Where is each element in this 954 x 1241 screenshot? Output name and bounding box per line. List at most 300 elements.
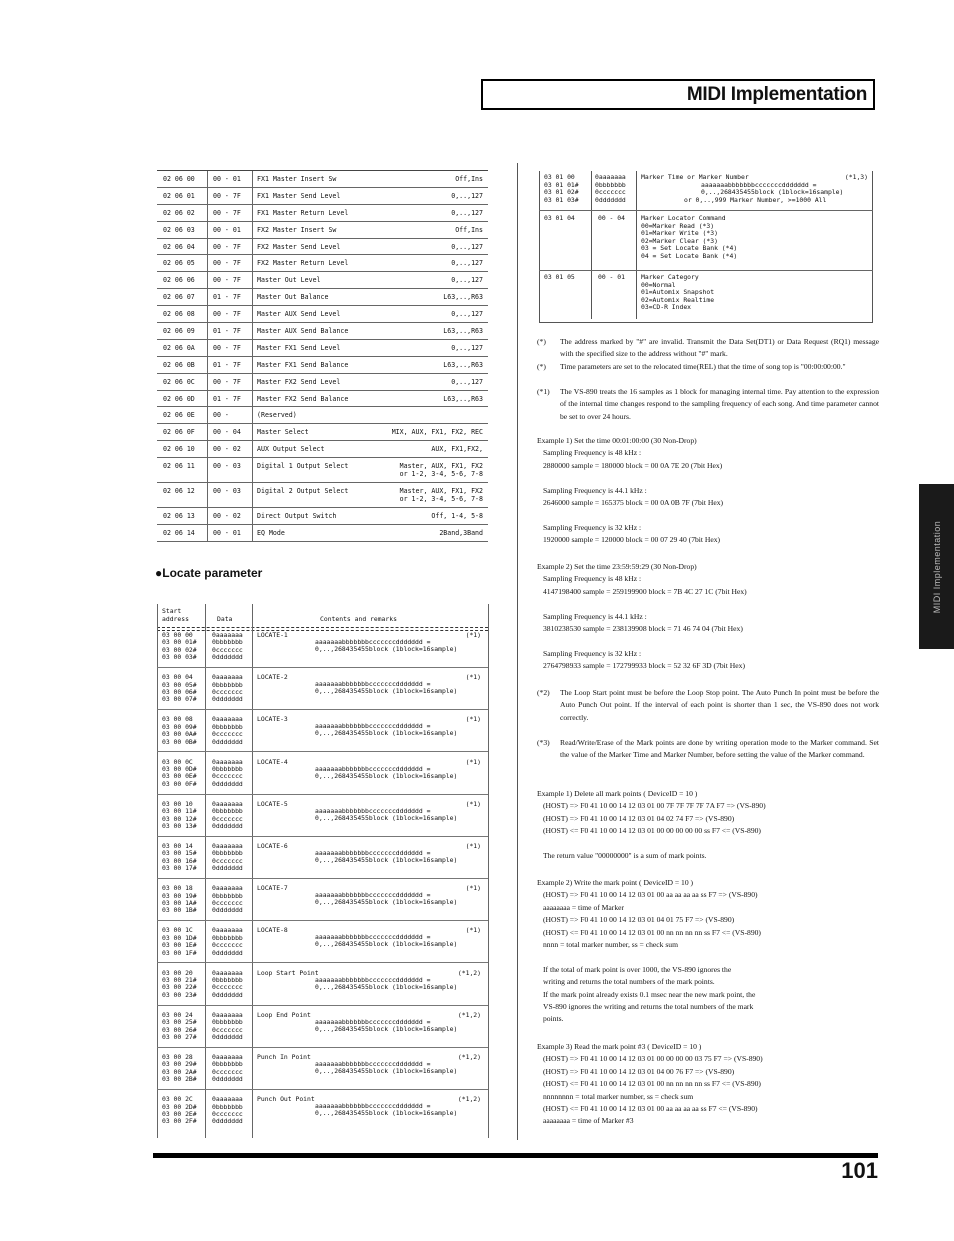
example-line: VS-890 ignores the writing and returns the total numbers of the mark [543,1002,754,1012]
column-divider [207,323,208,339]
row-description: FX1 Master Send Level [257,191,341,200]
example-line: (HOST) => F0 41 10 00 14 12 03 01 04 01 75 F7 => (VS-890) [543,915,735,925]
marker-range: 00 - 04 [598,214,625,222]
row-note: (*1) [465,715,481,724]
row-address: 03 00 04 03 00 05# 03 00 06# 03 00 07# [162,673,197,704]
row-address: 03 00 24 03 00 25# 03 00 26# 03 00 27# [162,1010,197,1042]
row-address: 02 06 10 [163,445,195,454]
row-formula: aaaaaaabbbbbbbcccccccddddddd = [315,1102,431,1111]
footer-rule [153,1153,878,1158]
marker-range: 00 - 01 [598,273,625,281]
footnote-mark: (*1) [537,387,550,396]
example-line: 2764798933 sample = 172799933 block = 52 32 6F 3D (7bit Hex) [543,661,745,671]
row-divider [157,1089,488,1090]
row-data: 0aaaaaaa 0bbbbbbb 0ccccccc 0ddddddd [212,799,243,831]
row-description: Master FX1 Send Level [257,343,341,352]
row-note: (*1) [465,799,481,808]
example-delete [537,788,879,862]
example-line: The return value "00000000" is a sum of mark points. [543,851,707,861]
example-line [543,472,879,484]
row-description: Digital 2 Output Select [257,487,349,496]
row-range: 0,..,268435455block (1block=16sample) [315,687,458,696]
row-note: (*1) [465,926,481,935]
row-data: 0aaaaaaa 0bbbbbbb 0ccccccc 0ddddddd [212,631,243,662]
row-name: Punch In Point [257,1053,311,1061]
row-range: 0,..,268435455block (1block=16sample) [315,645,458,653]
example-read [537,1041,879,1128]
table-row [157,323,488,340]
table-row [157,458,488,483]
example-line: 1920000 sample = 120000 block = 00 07 29 40 (7bit Hex) [543,535,721,545]
row-name: LOCATE-8 [257,926,288,935]
row-address: 03 00 1C 03 00 1D# 03 00 1E# 03 00 1F# [162,926,197,957]
row-description: Digital 1 Output Select [257,462,349,471]
table-row [157,483,488,508]
marker-category-text: Marker Category 00=Normal 01=Automix Snapshot 02=Automix Realtime 03=CD-R Index [641,273,715,312]
example-line: (HOST) => F0 41 10 00 14 12 03 01 00 aa aa aa aa ss F7 => (VS-890) [543,890,758,900]
row-divider [539,270,873,271]
column-divider [252,239,253,255]
column-divider [207,188,208,204]
row-range: 0,..,268435455block (1block=16sample) [315,1067,458,1075]
row-name: Punch Out Point [257,1095,315,1104]
locate-table-header [157,604,488,626]
row-name: LOCATE-4 [257,757,288,766]
row-note: (*1) [465,631,481,639]
row-range: 00 - 7F [213,208,241,217]
row-range: 0,..,268435455block (1block=16sample) [315,1024,458,1033]
row-address: 03 00 18 03 00 19# 03 00 1A# 03 00 1B# [162,884,197,915]
column-divider [252,323,253,339]
row-address: 02 06 03 [163,225,195,234]
example-line: (HOST) => F0 41 10 00 14 12 03 01 04 00 76 F7 => (VS-890) [543,1066,735,1076]
column-divider [207,508,208,524]
column-divider [252,306,253,322]
section-header [481,79,875,110]
row-formula: aaaaaaabbbbbbbcccccccddddddd = [315,933,431,942]
example-line: aaaaaaaa = time of Marker [543,902,625,912]
column-divider [252,222,253,238]
row-divider [539,322,873,323]
row-value: L63,..,R63 [443,394,483,403]
example-line: (HOST) <= F0 41 10 00 14 12 03 01 00 00 00 00 00 ss F7 <= (VS-890) [543,826,761,836]
row-value: L63,..,R63 [443,293,483,302]
row-range: 00 - 7F [213,276,241,285]
example-title: Example 1) Delete all mark points ( DeviceID = 10 ) [537,789,698,798]
column-divider [517,163,518,1140]
row-description: Master AUX Send Balance [257,327,349,336]
footnote-mark: (*) [537,362,546,371]
row-range: 01 - 7F [213,293,241,302]
row-address: 02 06 06 [163,276,195,285]
row-name: LOCATE-1 [257,631,288,639]
locate-parameter-table [157,604,488,1138]
row-range: 00 - 01 [213,225,241,234]
row-address: 02 06 0D [163,394,195,403]
header-start-address: Start address [162,607,189,623]
master-parameter-table [157,170,488,542]
row-data: 0aaaaaaa 0bbbbbbb 0ccccccc 0ddddddd [212,1095,243,1126]
row-address: 02 06 0B [163,360,195,369]
footnote [537,386,879,423]
row-description: FX2 Master Return Level [257,259,349,268]
example-line [543,635,879,647]
row-data: 0aaaaaaa 0bbbbbbb 0ccccccc 0ddddddd [212,968,243,999]
row-name: Loop End Point [257,1010,311,1019]
column-divider [207,525,208,541]
row-description: FX2 Master Send Level [257,242,341,251]
table-row [157,306,488,323]
column-divider [252,188,253,204]
row-value: AUX, FX1,FX2, [431,445,483,454]
footnote-text: Read/Write/Erase of the Mark points are done by writing operation mode to the Marker command. Set the value of the Marker Time and Marker Number, before setting the value of the Marker command. [560,738,879,760]
table-row [157,357,488,374]
footnote-mark: (*3) [537,738,550,747]
row-description: FX1 Master Return Level [257,208,349,217]
row-value: 2Band,3Band [439,529,483,538]
row-formula: aaaaaaabbbbbbbcccccccddddddd = [315,638,431,646]
column-divider [636,171,637,319]
row-address: 03 00 28 03 00 29# 03 00 2A# 03 00 2B# [162,1053,197,1084]
row-address: 02 06 02 [163,208,195,217]
column-divider [252,525,253,541]
row-address: 02 06 07 [163,293,195,302]
example-line: (HOST) <= F0 41 10 00 14 12 03 01 00 nn nn nn nn ss F7 <= (VS-890) [543,1079,761,1089]
row-description: Master FX2 Send Balance [257,394,349,403]
row-address: 03 00 14 03 00 15# 03 00 16# 03 00 17# [162,842,197,873]
column-divider [207,289,208,305]
row-description: AUX Output Select [257,445,325,454]
example-line: (HOST) => F0 41 10 00 14 12 03 01 00 00 00 00 03 75 F7 => (VS-890) [543,1054,763,1064]
row-value: MIX, AUX, FX1, FX2, REC [391,428,483,437]
row-address: 02 06 11 [163,462,195,471]
row-description: FX1 Master Insert Sw [257,175,337,183]
row-description: Master FX1 Send Balance [257,360,349,369]
column-divider [207,171,208,187]
example-line: Sampling Frequency is 48 kHz : [543,574,642,584]
row-name: LOCATE-6 [257,842,288,850]
row-value: Off,Ins [455,175,483,183]
row-range: 00 - [213,411,229,420]
table-row [157,205,488,222]
example-line: 3810238530 sample = 238139908 block = 71 46 74 04 (7bit Hex) [543,624,743,634]
example-line: Sampling Frequency is 44.1 kHz : [543,485,647,495]
row-range: 0,..,268435455block (1block=16sample) [315,940,458,949]
example-line [543,951,879,963]
example-line: (HOST) => F0 41 10 00 14 12 03 01 00 7F 7F 7F 7F 7A F7 => (VS-890) [543,801,766,811]
row-note: (*1,2) [457,1010,481,1019]
row-range: 00 - 03 [213,487,241,496]
example-line: Sampling Frequency is 48 kHz : [543,448,642,458]
column-divider [252,289,253,305]
row-divider [539,210,873,211]
row-description: Master AUX Send Level [257,310,341,319]
row-formula: aaaaaaabbbbbbbcccccccddddddd = [315,1060,431,1068]
table-row [157,255,488,272]
footnote-mark: (*2) [537,688,550,697]
column-divider [207,483,208,507]
table-row [157,508,488,525]
column-divider [207,205,208,221]
example-1 [537,435,879,547]
row-formula: aaaaaaabbbbbbbcccccccddddddd = [315,1017,431,1026]
header-contents: Contents and remarks [320,615,397,623]
row-value: L63,..,R63 [443,327,483,336]
marker-addr: 03 01 05 [544,273,575,281]
marker-note: (*1,3) [844,173,868,181]
row-value: Off,Ins [455,225,483,234]
row-range: 00 - 02 [213,512,241,521]
example-line: (HOST) <= F0 41 10 00 14 12 03 01 00 aa aa aa aa ss F7 <= (VS-890) [543,1104,758,1114]
row-value: 0,..,127 [451,276,483,285]
table-row [157,374,488,391]
row-divider [157,709,488,710]
row-formula: aaaaaaabbbbbbbcccccccddddddd = [315,680,431,689]
marker-command-text: Marker Locator Command 00=Marker Read (*3) 01=Marker Write (*3) 02=Marker Clear (*3) 03 = Set Locate Bank (*4) 04 = Set Locate Bank (*4) [641,214,738,260]
row-value: 0,..,127 [451,343,483,352]
row-note: (*1) [465,842,481,850]
column-divider [252,255,253,271]
row-description: Master FX2 Send Level [257,377,341,386]
row-range: 00 - 7F [213,259,241,268]
footnote-text: The address marked by "#" are invalid. Transmit the Data Set(DT1) or Data Request (RQ1) message with the specified size to the address without "#" mark. [560,337,879,359]
row-range: 01 - 7F [213,327,241,336]
table-row [157,340,488,357]
column-divider [252,374,253,390]
row-description: Master Out Balance [257,293,329,302]
row-divider [157,962,488,963]
column-divider [252,407,253,423]
row-address: 03 00 20 03 00 21# 03 00 22# 03 00 23# [162,968,197,999]
row-range: 00 - 02 [213,445,241,454]
table-row [157,188,488,205]
footnote-mark: (*) [537,337,546,346]
header-divider [157,627,488,631]
row-range: 01 - 7F [213,394,241,403]
row-formula: aaaaaaabbbbbbbcccccccddddddd = [315,806,431,815]
table-border [539,171,540,323]
example-line: Sampling Frequency is 44.1 kHz : [543,611,647,621]
row-data: 0aaaaaaa 0bbbbbbb 0ccccccc 0ddddddd [212,884,243,915]
row-address: 03 00 10 03 00 11# 03 00 12# 03 00 13# [162,799,197,831]
row-divider [157,836,488,837]
row-description: (Reserved) [257,411,297,420]
side-tab-label: MIDI Implementation [931,520,942,613]
row-formula: aaaaaaabbbbbbbcccccccddddddd = [315,764,431,773]
row-note: (*1,2) [457,968,481,977]
footnote-text: Time parameters are set to the relocated time(REL) that the time of song top is "00:00:00:00." [560,362,846,371]
example-line: nnnn = total marker number, ss = check sum [543,940,679,950]
example-2 [537,561,879,673]
example-title: Example 1) Set the time 00:01:00:00 (30 Non-Drop) [537,436,697,445]
table-row [157,391,488,408]
row-value: 0,..,127 [451,377,483,386]
row-data: 0aaaaaaa 0bbbbbbb 0ccccccc 0ddddddd [212,673,243,704]
row-range: 00 - 03 [213,462,241,471]
row-range: 0,..,268435455block (1block=16sample) [315,1109,458,1118]
row-address: 03 00 00 03 00 01# 03 00 02# 03 00 03# [162,631,197,662]
row-range: 0,..,268435455block (1block=16sample) [315,771,458,780]
row-note: (*1) [465,673,481,682]
column-divider [252,357,253,373]
row-divider [157,1005,488,1006]
row-address: 03 00 2C 03 00 2D# 03 00 2E# 03 00 2F# [162,1095,197,1126]
row-address: 02 06 14 [163,529,195,538]
row-name: Loop Start Point [257,968,319,977]
row-value: L63,..,R63 [443,360,483,369]
row-note: (*1) [465,757,481,766]
column-divider [252,424,253,440]
header-title: MIDI Implementation [686,84,867,105]
example-title: Example 3) Read the mark point #3 ( DeviceID = 10 ) [537,1042,702,1051]
footnote [537,687,879,724]
row-note: (*1) [465,884,481,893]
table-border [872,171,873,323]
marker-title: Marker Time or Marker Number [641,173,749,181]
side-tab [919,484,954,649]
row-value: 0,..,127 [451,310,483,319]
row-divider [157,920,488,921]
row-formula: aaaaaaabbbbbbbcccccccddddddd = [315,975,431,984]
row-range: 00 - 7F [213,242,241,251]
row-formula: aaaaaaabbbbbbbcccccccddddddd = [315,891,431,900]
row-divider [157,794,488,795]
row-range: 00 - 7F [213,343,241,352]
column-divider [205,604,206,1138]
row-description: Master Out Level [257,276,321,285]
row-address: 02 06 0C [163,377,195,386]
row-range: 0,..,268435455block (1block=16sample) [315,856,458,864]
row-address: 02 06 0A [163,343,195,352]
row-range: 0,..,268435455block (1block=16sample) [315,898,458,907]
example-line: 2646000 sample = 165375 block = 00 0A 0B 7F (7bit Hex) [543,498,724,508]
row-data: 0aaaaaaa 0bbbbbbb 0ccccccc 0ddddddd [212,926,243,957]
column-divider [252,508,253,524]
column-divider [252,441,253,457]
example-line: writing and returns the total numbers of the mark points. [543,977,715,987]
row-range: 0,..,268435455block (1block=16sample) [315,729,458,738]
column-divider [207,407,208,423]
table-row [157,289,488,306]
row-address: 03 00 0C 03 00 0D# 03 00 0E# 03 00 0F# [162,757,197,788]
column-divider [252,340,253,356]
marker-parameter-table [539,171,873,323]
row-value: 0,..,127 [451,259,483,268]
row-description: Direct Output Switch [257,512,337,521]
row-value: 0,..,127 [451,191,483,200]
row-name: LOCATE-3 [257,715,288,724]
table-row [157,424,488,441]
row-address: 02 06 00 [163,175,195,183]
example-title: Example 2) Write the mark point ( DeviceID = 10 ) [537,878,694,887]
column-divider [207,222,208,238]
example-line: Sampling Frequency is 32 kHz : [543,648,642,658]
row-formula: aaaaaaabbbbbbbcccccccddddddd = [315,722,431,731]
row-name: LOCATE-2 [257,673,288,682]
row-range: 0,..,268435455block (1block=16sample) [315,813,458,822]
row-address: 02 06 04 [163,242,195,251]
row-address: 02 06 13 [163,512,195,521]
example-line: If the total of mark point is over 1000, the VS-890 ignores the [543,964,732,974]
row-value: Off, 1-4, 5-8 [431,512,483,521]
table-row [157,171,488,188]
row-data: 0aaaaaaa 0bbbbbbb 0ccccccc 0ddddddd [212,757,243,788]
row-range: 00 - 7F [213,310,241,319]
row-range: 00 - 7F [213,377,241,386]
column-divider [157,604,158,1138]
row-value: 0,..,127 [451,242,483,251]
row-name: LOCATE-7 [257,884,288,893]
footnote-text: The VS-890 treats the 16 samples as 1 block for managing internal time. Pay attention to the expression of the internal time changes respond to the sampling frequency of each song. And time parameter cannot be set to over 24 hours. [560,387,879,421]
marker-line: or 0,..,999 Marker Number, >=1000 All [684,195,827,204]
example-line: 2880000 sample = 180000 block = 00 0A 7E 20 (7bit Hex) [543,460,723,470]
column-divider [207,374,208,390]
marker-addr: 03 01 04 [544,214,575,222]
table-row [157,272,488,289]
row-description: FX2 Master Insert Sw [257,225,337,234]
locate-parameter-title: ●Locate parameter [155,566,263,580]
column-divider [207,255,208,271]
column-divider [207,272,208,288]
footnote [537,737,879,762]
row-name: LOCATE-5 [257,799,288,808]
row-range: 01 - 7F [213,360,241,369]
row-data: 0aaaaaaa 0bbbbbbb 0ccccccc 0ddddddd [212,842,243,873]
row-data: 0aaaaaaa 0bbbbbbb 0ccccccc 0ddddddd [212,1053,243,1084]
row-divider [157,878,488,879]
row-data: 0aaaaaaa 0bbbbbbb 0ccccccc 0ddddddd [212,1010,243,1042]
table-row [157,239,488,256]
table-row [157,222,488,239]
row-formula: aaaaaaabbbbbbbcccccccddddddd = [315,849,431,857]
column-divider [207,424,208,440]
row-note: (*1,2) [457,1095,481,1104]
row-value: Master, AUX, FX1, FX2 or 1-2, 3-4, 5-6, 7-8 [399,462,483,479]
row-range: 00 - 04 [213,428,241,437]
example-line: 4147198400 sample = 259199900 block = 7B 4C 27 1C (7bit Hex) [543,586,747,596]
column-divider [252,604,253,1138]
row-address: 02 06 0E [163,411,195,420]
column-divider [207,340,208,356]
column-divider [252,205,253,221]
row-divider [157,751,488,752]
column-divider [252,391,253,407]
example-line: Sampling Frequency is 32 kHz : [543,522,642,532]
column-divider [252,458,253,482]
row-note: (*1,2) [457,1053,481,1061]
example-line: aaaaaaaa = time of Marker #3 [543,1116,634,1126]
column-divider [488,604,489,1138]
row-range: 00 - 01 [213,529,241,538]
column-divider [207,391,208,407]
column-divider [252,171,253,187]
row-address: 02 06 08 [163,310,195,319]
row-range: 00 - 01 [213,175,241,183]
example-line [543,598,879,610]
example-line: (HOST) => F0 41 10 00 14 12 03 01 04 02 74 F7 => (VS-890) [543,813,735,823]
row-value: Master, AUX, FX1, FX2 or 1-2, 3-4, 5-6, 7-8 [399,487,483,504]
row-address: 02 06 05 [163,259,195,268]
example-line: (HOST) <= F0 41 10 00 14 12 03 01 00 nn nn nn nn ss F7 <= (VS-890) [543,927,761,937]
row-address: 02 06 0F [163,428,195,437]
marker-line: aaaaaaabbbbbbbcccccccddddddd = [701,180,817,189]
row-description: Master Select [257,428,309,437]
row-range: 0,..,268435455block (1block=16sample) [315,982,458,991]
example-line: points. [543,1014,564,1024]
marker-line: 0,..,268435455block (1block=16sample) [701,188,844,197]
column-divider [591,171,592,319]
column-divider [207,306,208,322]
